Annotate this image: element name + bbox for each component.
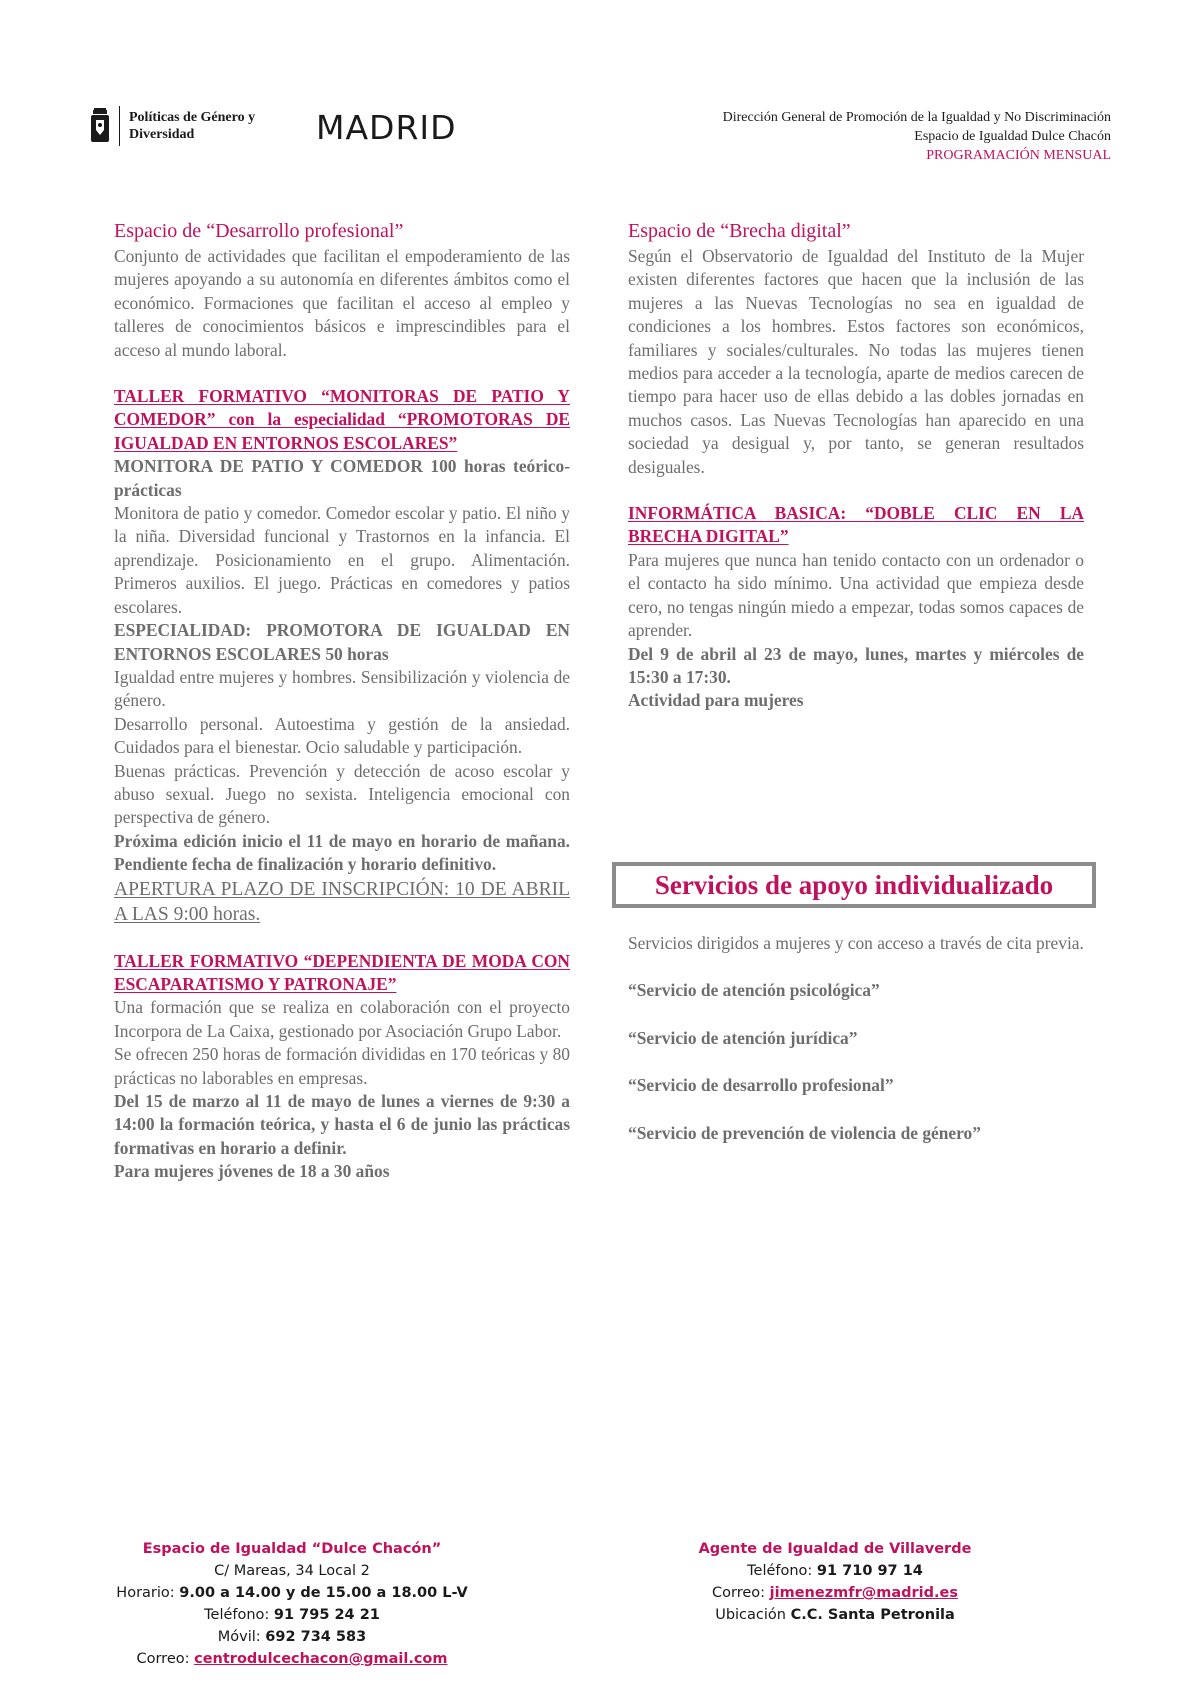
section-heading-brecha: Espacio de “Brecha digital” — [628, 220, 851, 242]
header-department — [723, 108, 1111, 165]
course-audience: Actividad para mujeres — [628, 690, 804, 711]
footer-mobile: Móvil: 692 734 583 — [217, 1629, 367, 1645]
course-title: INFORMÁTICA BASICA: “DOBLE CLIC EN LA BRECHA DIGITAL” — [628, 503, 1084, 547]
brecha-intro: Según el Observatorio de Igualdad del Instituto de la Mujer existen diferentes factores que hacen que la inclusión de las mujeres a las Nuevas Tecnologías no sea en igualdad de condiciones a los hombres. Estos factores son económicos, familiares y sociales/culturales. No todas las mujeres tienen medios para acceder a la tecnología, aparte de medios carecen de tiempo para hacer uso de ellas debido a las dobles jornadas en muchos casos. Las Nuevas Tecnologías han aparecido en una sociedad ya desigual y, por tanto, se generan resultados desiguales. — [628, 246, 1084, 477]
left-column — [114, 218, 570, 1184]
taller2-text-collab: Una formación que se realiza en colaboración con el proyecto Incorpora de La Caixa, gestionado por Asociación Grupo Labor. — [114, 997, 570, 1041]
department-name: Dirección General de Promoción de la Igualdad y No Discriminación — [722, 110, 1111, 125]
logo-line-2: Diversidad — [129, 127, 195, 142]
course-dates: Del 9 de abril al 23 de mayo, lunes, martes y miércoles de 15:30 a 17:30. — [628, 643, 1084, 687]
taller1-subtitle-especialidad: ESPECIALIDAD: PROMOTORA DE IGUALDAD EN ENTORNOS ESCOLARES 50 horas — [114, 620, 570, 664]
taller2-title: TALLER FORMATIVO “DEPENDIENTA DE MODA CON ESCAPARATISMO Y PATRONAJE” — [114, 950, 570, 994]
service-item: “Servicio de prevención de violencia de género” — [628, 1122, 981, 1143]
footer-agent-email-link[interactable]: jimenezmfr@madrid.es — [769, 1585, 958, 1601]
logo-divider — [119, 106, 120, 146]
footer-hours: Horario: 9.00 a 14.00 y de 15.00 a 18.00 L-V — [116, 1585, 468, 1601]
footer-center-info — [112, 1538, 472, 1670]
services-intro: Servicios dirigidos a mujeres y con acceso a través de cita previa. — [628, 933, 1084, 953]
taller2-dates: Del 15 de marzo al 11 de mayo de lunes a viernes de 9:30 a 14:00 la formación teórica, y hasta el 6 de junio las prácticas formativas en horario a definir. — [114, 1091, 570, 1158]
taller1-subtitle-monitora: MONITORA DE PATIO Y COMEDOR 100 horas teórico-prácticas — [114, 456, 570, 500]
monthly-program-label: PROGRAMACIÓN MENSUAL — [926, 148, 1111, 163]
taller1-text-igualdad: Igualdad entre mujeres y hombres. Sensibilización y violencia de género. — [114, 666, 570, 711]
center-name: Espacio de Igualdad Dulce Chacón — [914, 129, 1111, 144]
course-text: Para mujeres que nunca han tenido contacto con un ordenador o el contacto ha sido mínimo. Una actividad que empieza desde cero, no tengas ningún miedo a empezar, todas somos capaces de aprender. — [628, 549, 1084, 641]
right-column — [628, 218, 1084, 713]
footer-email: Correo: centrodulcechacon@gmail.com — [136, 1651, 448, 1667]
taller2-audience: Para mujeres jóvenes de 18 a 30 años — [114, 1161, 390, 1182]
taller2-text-hours: Se ofrecen 250 horas de formación divididas en 170 teóricas y 80 prácticas no laborables en empresas. — [114, 1044, 570, 1088]
taller1-text-monitora: Monitora de patio y comedor. Comedor escolar y patio. El niño y la niña. Diversidad funcional y Trastornos en la infancia. El aprendizaje. Posicionamiento en el grupo. Alimentación. Primeros auxilios. El juego. Prácticas en comedores y patios escolares. — [114, 503, 570, 617]
taller1-registration: APERTURA PLAZO DE INSCRIPCIÓN: 10 DE ABRIL A LAS 9:00 horas. — [114, 878, 570, 925]
footer-agent-email: Correo: jimenezmfr@madrid.es — [712, 1585, 958, 1601]
madrid-wordmark: MADRID — [316, 108, 457, 147]
taller1-title: TALLER FORMATIVO “MONITORAS DE PATIO Y COMEDOR” con la especialidad “PROMOTORAS DE IGUALDAD EN ENTORNOS ESCOLARES” — [114, 386, 570, 453]
section-heading-desarrollo: Espacio de “Desarrollo profesional” — [114, 220, 404, 242]
footer-address: C/ Mareas, 34 Local 2 — [214, 1563, 370, 1579]
footer-agent-location: Ubicación C.C. Santa Petronila — [715, 1607, 955, 1623]
footer-agent-phone: Teléfono: 91 710 97 14 — [747, 1563, 923, 1579]
taller1-next-edition: Próxima edición inicio el 11 de mayo en horario de mañana. Pendiente fecha de finalización y horario definitivo. — [114, 830, 570, 875]
footer-phone: Teléfono: 91 795 24 21 — [204, 1607, 380, 1623]
service-item: “Servicio de atención jurídica” — [628, 1027, 858, 1048]
logo-text — [129, 109, 255, 143]
logo-line-1: Políticas de Género y — [129, 110, 256, 125]
politicas-genero-logo — [88, 106, 255, 146]
services-heading-box: Servicios de apoyo individualizado — [612, 862, 1096, 908]
taller1-text-practicas: Buenas prácticas. Prevención y detección de acoso escolar y abuso sexual. Juego no sexista. Inteligencia emocional con perspectiva de género. — [114, 760, 570, 828]
taller1-text-desarrollo: Desarrollo personal. Autoestima y gestión de la ansiedad. Cuidados para el bienestar. Ocio saludable y participación. — [114, 713, 570, 758]
footer-agent-info — [680, 1538, 990, 1626]
madrid-crest-icon — [88, 106, 112, 146]
services-list — [628, 932, 1084, 1145]
footer-center-title: Espacio de Igualdad “Dulce Chacón” — [142, 1541, 442, 1557]
desarrollo-intro: Conjunto de actividades que facilitan el empoderamiento de las mujeres apoyando a su autonomía en diferentes ámbitos como el económico. Formaciones que facilitan el acceso al empleo y talleres de conocimientos básicos e imprescindibles para el acceso al mundo laboral. — [114, 246, 570, 360]
footer-agent-title: Agente de Igualdad de Villaverde — [698, 1541, 972, 1557]
service-item: “Servicio de atención psicológica” — [628, 980, 880, 1001]
service-item: “Servicio de desarrollo profesional” — [628, 1075, 894, 1096]
footer-email-link[interactable]: centrodulcechacon@gmail.com — [194, 1651, 448, 1667]
